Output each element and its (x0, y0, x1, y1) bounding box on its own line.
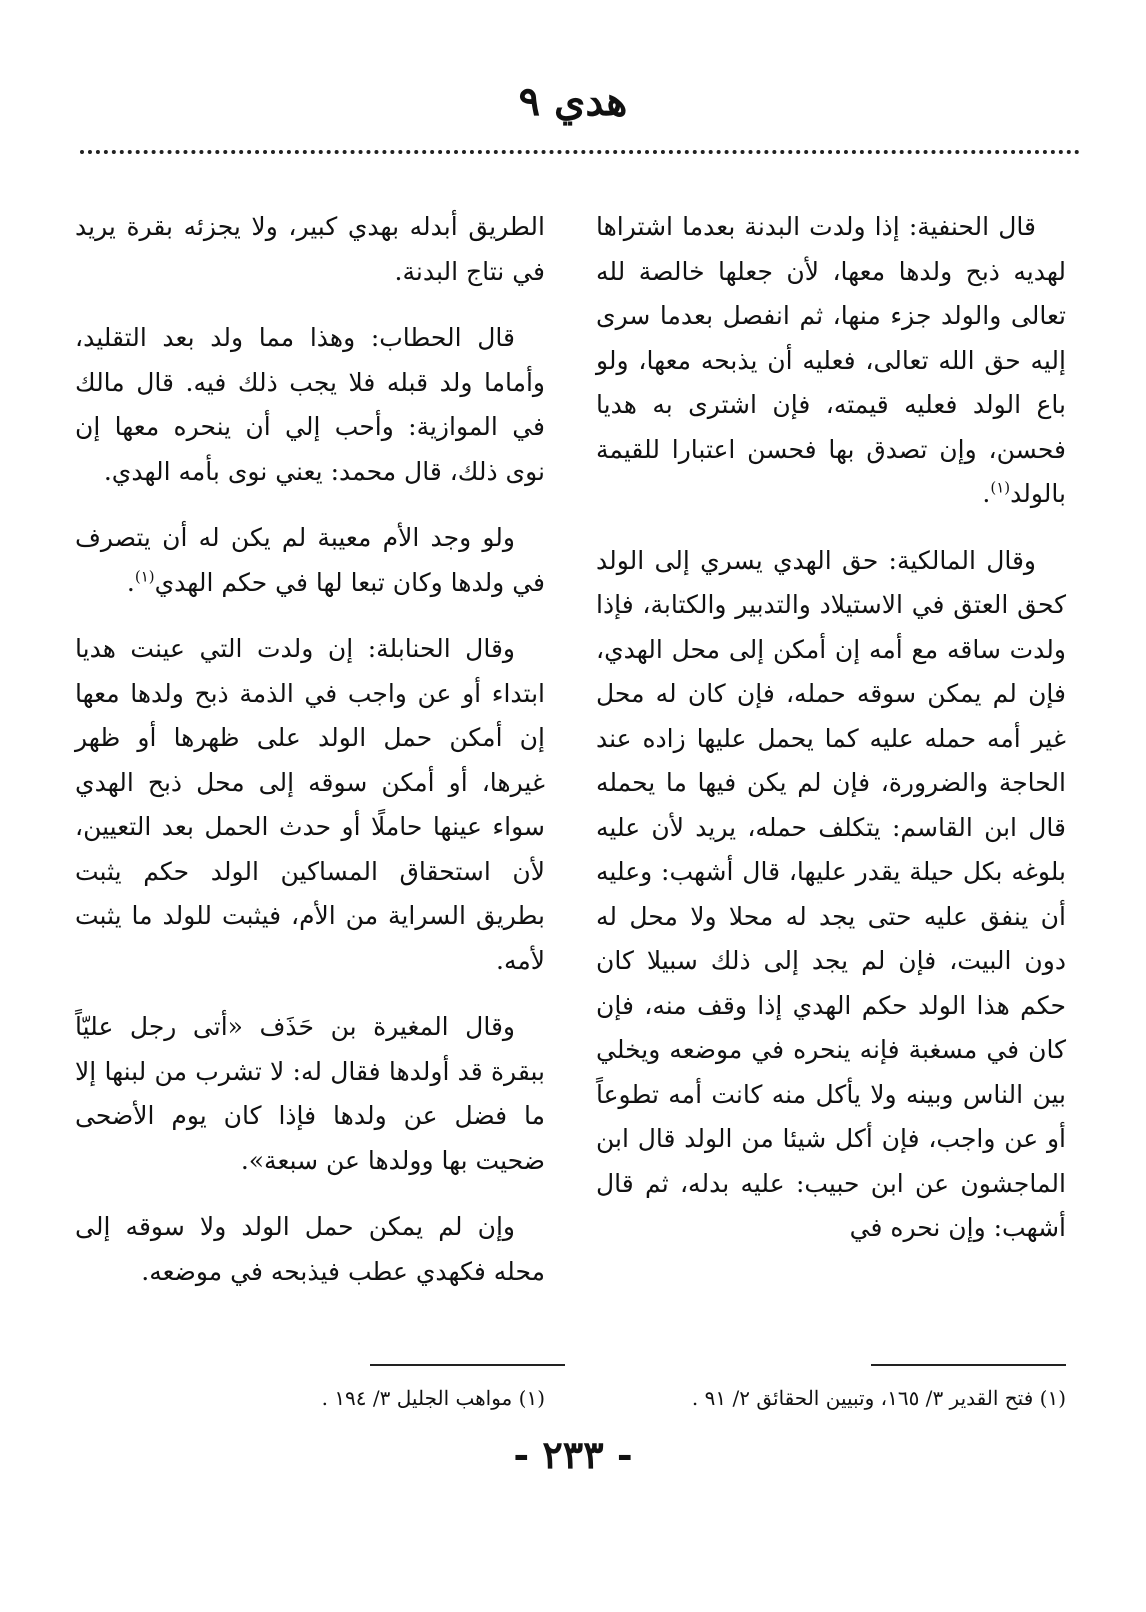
paragraph-hattab: قال الحطاب: وهذا مما ولد بعد التقليد، وأماما ولد قبله فلا يجب ذلك فيه. قال مالك في الموازية: وأحب إلي أن ينحره معها إن نوى ذلك، قال محمد: يعني نوى بأمه الهدي. (75, 323, 545, 486)
footnote-right: (١) فتح القدير ٣/ ١٦٥، وتبيين الحقائق ٢/ ٩١ . (691, 1386, 1066, 1410)
paragraph-hanbali: وقال الحنابلة: إن ولدت التي عينت هديا ابتداء أو عن واجب في الذمة ذبح ولدها معها إن أمكن حمل الولد على ظهرها أو ظهر غيرها، أو أمكن سوقه إلى محل ذبح الهدي سواء عينها حاملًا أو حدث الحمل بعد التعيين، لأن استحقاق المساكين الولد حكم يثبت بطريق السراية من الأم، فيثبت للولد ما يثبت لأمه. (75, 634, 545, 975)
paragraph-end: . (982, 479, 991, 508)
paragraph-maliki: وقال المالكية: حق الهدي يسري إلى الولد كحق العتق في الاستيلاد والتدبير والكتابة، فإذا ولدت ساقه مع أمه إن أمكن إلى محل الهدي، فإن لم يمكن سوقه حمله، فإن كان له محل غير أمه حمله عليه كما يحمل عليها زاده عند الحاجة والضرورة، فإن لم يكن فيها ما يحمله قال ابن القاسم: يتكلف حمله، يريد لأن عليه بلوغه بكل حيلة يقدر عليها، قال أشهب: وعليه أن ينفق عليه حتى يجد له محلا ولا محل له دون البيت، فإن لم يجد إلى ذلك سبيلا كان حكم هذا الولد حكم الهدي إذا وقف منه، فإن كان في مسغبة فإنه ينحره في موضعه ويخلي بين الناس وبينه ولا يأكل منه كانت أمه تطوعاً أو عن واجب، فإن أكل شيئا من الولد قال ابن الماجشون عن ابن حبيب: عليه بدله، ثم قال أشهب: وإن نحره في (596, 545, 1066, 1242)
footnote-rule-right (871, 1364, 1066, 1366)
paragraph-continuation: الطريق أبدله بهدي كبير، ولا يجزئه بقرة يريد في نتاج البدنة. (75, 212, 545, 286)
page-number: - ٢٣٣ - (513, 1432, 633, 1477)
paragraph-end: . (126, 567, 135, 597)
right-column (596, 205, 1066, 1273)
footnote-left: (١) مواهب الجليل ٣/ ١٩٤ . (321, 1386, 545, 1410)
paragraph-final: وإن لم يمكن حمل الولد ولا سوقه إلى محله فكهدي عطب فيذبحه في موضعه. (75, 1212, 545, 1286)
paragraph-mughira: وقال المغيرة بن حَذَف «أتى رجل عليّاً ببقرة قد أولدها فقال له: لا تشرب من لبنها إلا ما فضل عن ولدها فإذا كان يوم الأضحى ضحيت بها وولدها عن سبعة». (75, 1012, 545, 1175)
page-header-title: هدي ٩ (518, 78, 628, 125)
footnote-marker[interactable]: (١) (134, 567, 155, 586)
paragraph-text: ولو وجد الأم معيبة لم يكن له أن يتصرف في ولدها وكان تبعا لها في حكم الهدي (75, 523, 545, 597)
paragraph-defective-mother (75, 516, 545, 605)
left-column (75, 205, 545, 1316)
paragraph-text: قال الحنفية: إذا ولدت البدنة بعدما اشتراها لهديه ذبح ولدها معها، لأن جعلها خالصة لله تعالى والولد جزء منها، ثم انفصل بعدما سرى إليه حق الله تعالى، فعليه أن يذبحه معها، ولو باع الولد فعليه قيمته، فإن اشترى به هديا فحسن، وإن تصدق بها فحسن اعتبارا للقيمة بالولد (596, 212, 1066, 508)
paragraph-hanafi (596, 205, 1066, 517)
footnote-marker[interactable]: (١) (990, 478, 1011, 497)
header-dotted-rule (80, 150, 1080, 154)
footnote-rule-left (370, 1364, 565, 1366)
